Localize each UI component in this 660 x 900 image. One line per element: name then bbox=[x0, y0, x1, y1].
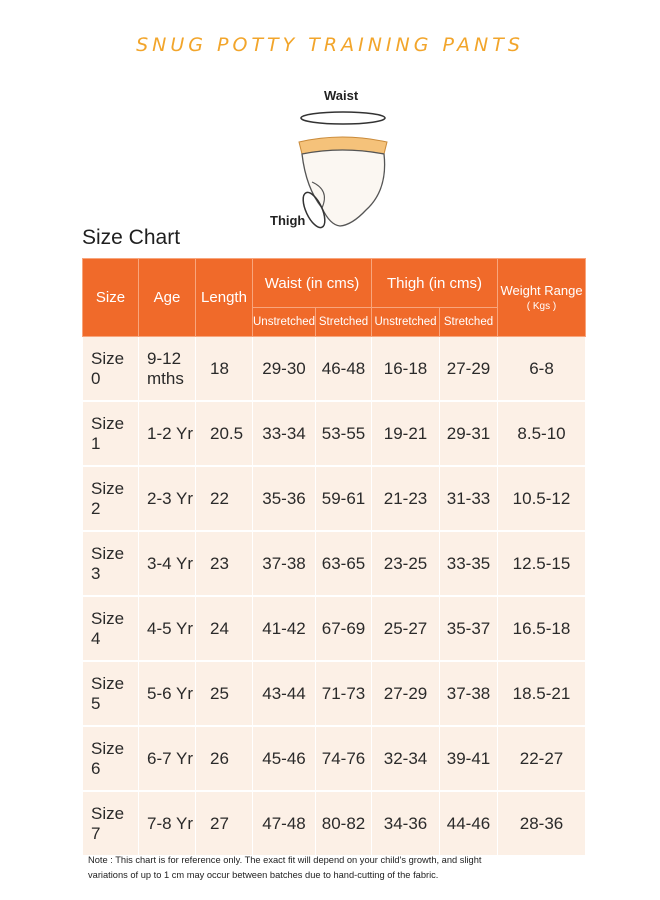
age-cell: 4-5 Yr bbox=[139, 596, 196, 661]
size-cell: Size 5 bbox=[83, 661, 139, 726]
size-cell: Size 1 bbox=[83, 401, 139, 466]
table-row bbox=[83, 466, 586, 531]
weight-cell: 16.5-18 bbox=[498, 596, 586, 661]
length-cell: 23 bbox=[196, 531, 253, 596]
thigh-stretched-cell: 31-33 bbox=[440, 466, 498, 531]
header-waist-stretched: Stretched bbox=[316, 308, 372, 337]
length-cell: 18 bbox=[196, 337, 253, 402]
length-cell: 26 bbox=[196, 726, 253, 791]
measurement-diagram bbox=[0, 80, 660, 240]
thigh-unstretched-cell: 21-23 bbox=[372, 466, 440, 531]
age-cell: 1-2 Yr bbox=[139, 401, 196, 466]
weight-cell: 28-36 bbox=[498, 791, 586, 856]
waist-unstretched-cell: 43-44 bbox=[253, 661, 316, 726]
waist-stretched-cell: 59-61 bbox=[316, 466, 372, 531]
age-cell: 2-3 Yr bbox=[139, 466, 196, 531]
table-row bbox=[83, 401, 586, 466]
size-chart-heading: Size Chart bbox=[82, 226, 181, 249]
size-chart-table bbox=[82, 258, 586, 857]
waist-unstretched-cell: 45-46 bbox=[253, 726, 316, 791]
waist-unstretched-cell: 33-34 bbox=[253, 401, 316, 466]
weight-cell: 12.5-15 bbox=[498, 531, 586, 596]
length-cell: 24 bbox=[196, 596, 253, 661]
weight-cell: 6-8 bbox=[498, 337, 586, 402]
size-cell: Size 0 bbox=[83, 337, 139, 402]
weight-cell: 22-27 bbox=[498, 726, 586, 791]
length-cell: 20.5 bbox=[196, 401, 253, 466]
thigh-stretched-cell: 29-31 bbox=[440, 401, 498, 466]
weight-cell: 10.5-12 bbox=[498, 466, 586, 531]
thigh-unstretched-cell: 16-18 bbox=[372, 337, 440, 402]
thigh-unstretched-cell: 19-21 bbox=[372, 401, 440, 466]
waist-unstretched-cell: 41-42 bbox=[253, 596, 316, 661]
size-cell: Size 2 bbox=[83, 466, 139, 531]
size-cell: Size 3 bbox=[83, 531, 139, 596]
length-cell: 22 bbox=[196, 466, 253, 531]
header-thigh-stretched: Stretched bbox=[440, 308, 498, 337]
size-cell: Size 7 bbox=[83, 791, 139, 856]
waist-stretched-cell: 74-76 bbox=[316, 726, 372, 791]
weight-cell: 8.5-10 bbox=[498, 401, 586, 466]
waist-measure-ring bbox=[301, 112, 385, 124]
waist-stretched-cell: 46-48 bbox=[316, 337, 372, 402]
reference-note: Note : This chart is for reference only. The exact fit will depend on your child's growth, and slight variations of up to 1 cm may occur between batches due to hand-cutting of the fabric. bbox=[88, 855, 482, 880]
header-thigh: Thigh (in cms) bbox=[372, 259, 498, 308]
header-waist-unstretched: Unstretched bbox=[253, 308, 316, 337]
header-waist: Waist (in cms) bbox=[253, 259, 372, 308]
thigh-label: Thigh bbox=[270, 213, 306, 228]
thigh-unstretched-cell: 25-27 bbox=[372, 596, 440, 661]
header-length: Length bbox=[196, 259, 253, 337]
waist-unstretched-cell: 47-48 bbox=[253, 791, 316, 856]
table-row bbox=[83, 337, 586, 402]
thigh-stretched-cell: 35-37 bbox=[440, 596, 498, 661]
table-row bbox=[83, 596, 586, 661]
table-row bbox=[83, 531, 586, 596]
thigh-unstretched-cell: 23-25 bbox=[372, 531, 440, 596]
waist-stretched-cell: 80-82 bbox=[316, 791, 372, 856]
waist-stretched-cell: 63-65 bbox=[316, 531, 372, 596]
thigh-stretched-cell: 27-29 bbox=[440, 337, 498, 402]
waist-stretched-cell: 71-73 bbox=[316, 661, 372, 726]
training-pants-illustration bbox=[0, 80, 660, 240]
table-row bbox=[83, 791, 586, 856]
age-cell: 7-8 Yr bbox=[139, 791, 196, 856]
waist-unstretched-cell: 37-38 bbox=[253, 531, 316, 596]
thigh-stretched-cell: 33-35 bbox=[440, 531, 498, 596]
age-cell: 3-4 Yr bbox=[139, 531, 196, 596]
thigh-stretched-cell: 44-46 bbox=[440, 791, 498, 856]
age-cell: 5-6 Yr bbox=[139, 661, 196, 726]
thigh-stretched-cell: 37-38 bbox=[440, 661, 498, 726]
thigh-stretched-cell: 39-41 bbox=[440, 726, 498, 791]
waist-unstretched-cell: 35-36 bbox=[253, 466, 316, 531]
waist-label: Waist bbox=[324, 88, 359, 103]
waist-stretched-cell: 53-55 bbox=[316, 401, 372, 466]
length-cell: 25 bbox=[196, 661, 253, 726]
header-size: Size bbox=[83, 259, 139, 337]
header-weight bbox=[498, 259, 586, 337]
age-cell: 9-12 mths bbox=[139, 337, 196, 402]
size-cell: Size 6 bbox=[83, 726, 139, 791]
length-cell: 27 bbox=[196, 791, 253, 856]
thigh-unstretched-cell: 34-36 bbox=[372, 791, 440, 856]
table-row bbox=[83, 661, 586, 726]
waist-stretched-cell: 67-69 bbox=[316, 596, 372, 661]
size-cell: Size 4 bbox=[83, 596, 139, 661]
weight-cell: 18.5-21 bbox=[498, 661, 586, 726]
header-weight-title: Weight Range bbox=[500, 283, 583, 298]
thigh-unstretched-cell: 32-34 bbox=[372, 726, 440, 791]
thigh-unstretched-cell: 27-29 bbox=[372, 661, 440, 726]
header-age: Age bbox=[139, 259, 196, 337]
age-cell: 6-7 Yr bbox=[139, 726, 196, 791]
pants-body bbox=[302, 150, 385, 226]
header-weight-unit: ( Kgs ) bbox=[526, 301, 557, 312]
header-thigh-unstretched: Unstretched bbox=[372, 308, 440, 337]
waist-unstretched-cell: 29-30 bbox=[253, 337, 316, 402]
table-row bbox=[83, 726, 586, 791]
brand-title: SNUG POTTY TRAINING PANTS bbox=[136, 34, 524, 56]
